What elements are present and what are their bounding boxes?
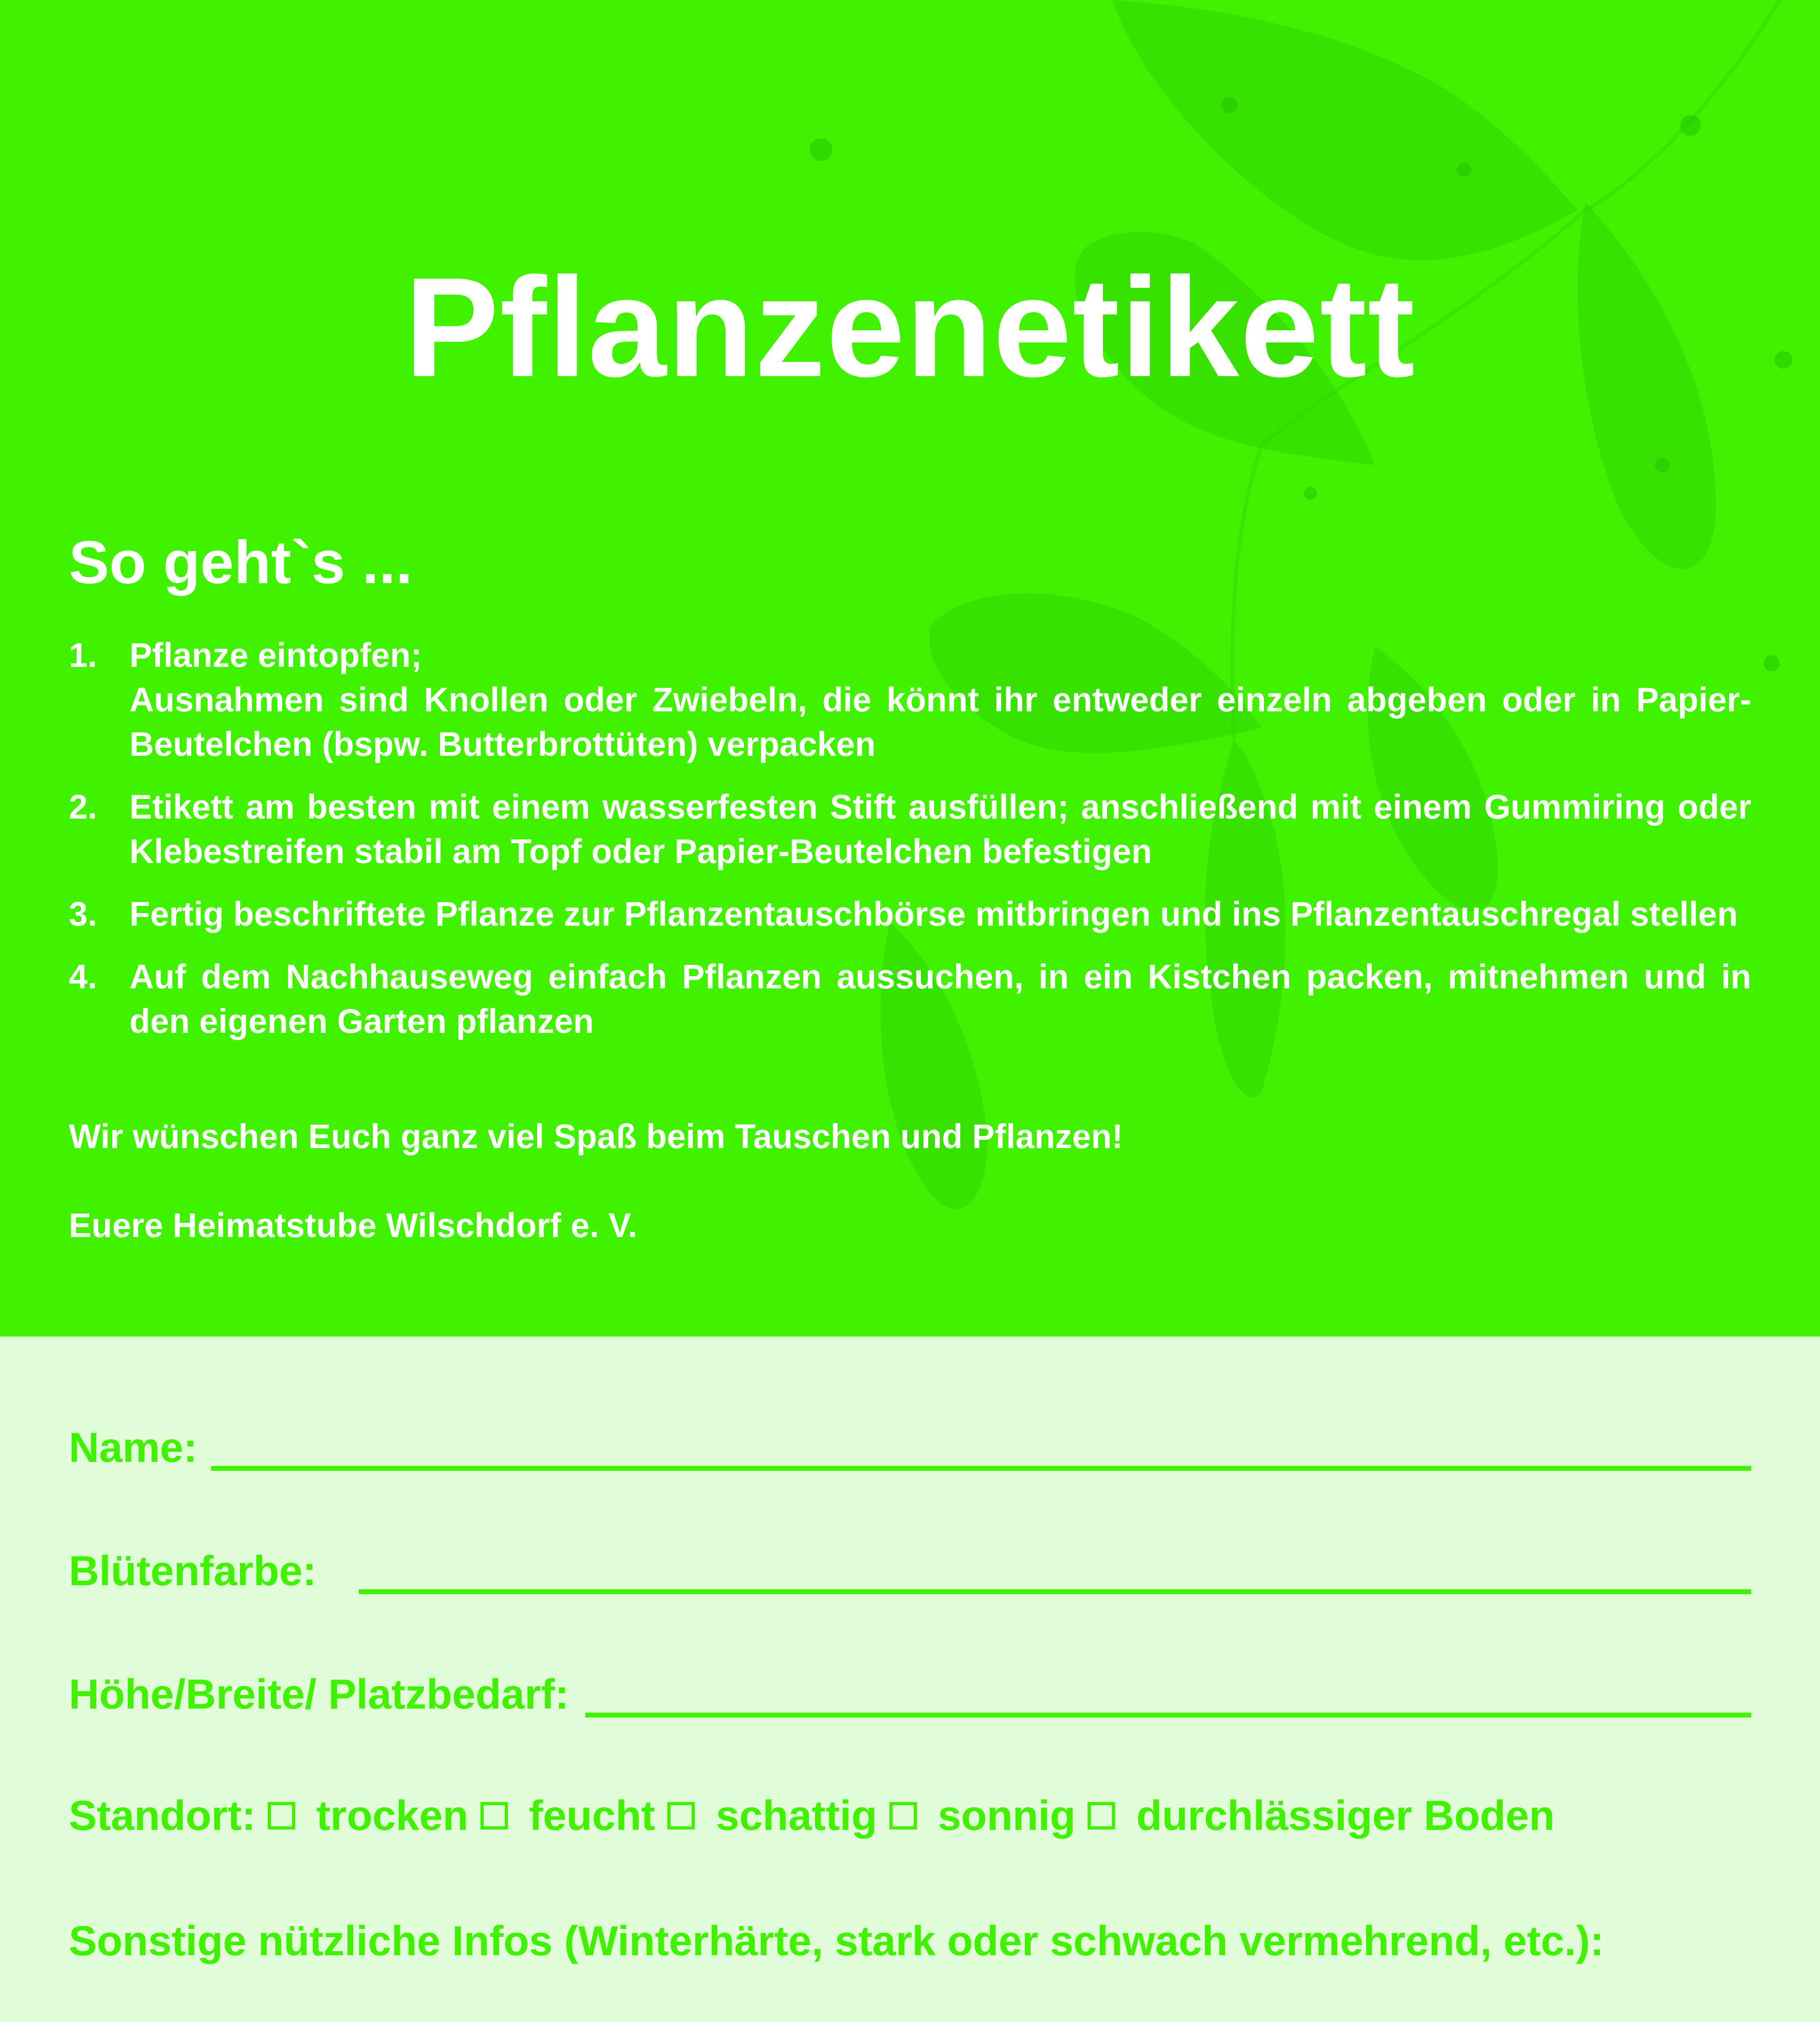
name-label: Name: bbox=[69, 1424, 197, 1471]
checkbox[interactable] bbox=[667, 1802, 695, 1830]
instruction-step bbox=[69, 892, 1751, 936]
instructions-heading: So geht`s ... bbox=[69, 528, 413, 596]
step-number: 3. bbox=[69, 895, 97, 933]
flower-color-field[interactable] bbox=[69, 1541, 1751, 1597]
instruction-step bbox=[69, 785, 1751, 874]
step-number: 2. bbox=[69, 788, 97, 826]
step-text: Pflanze eintopfen; bbox=[129, 636, 422, 674]
size-write-line[interactable] bbox=[585, 1713, 1751, 1717]
closing-wish: Wir wünschen Euch ganz viel Spaß beim Tauschen und Pflanzen! bbox=[69, 1117, 1123, 1155]
other-info-label: Sonstige nützliche Infos (Winterhärte, stark oder schwach vermehrend, etc.): bbox=[69, 1918, 1604, 1965]
instruction-step bbox=[69, 954, 1751, 1043]
step-text: Etikett am besten mit einem wasserfesten Stift ausfüllen; anschließend mit einem Gummiring oder Klebestreifen stabil am Topf oder Papier-Beutelchen befestigen bbox=[129, 788, 1751, 870]
location-label: Standort: bbox=[69, 1792, 256, 1839]
step-number: 4. bbox=[69, 958, 97, 996]
step-text: Ausnahmen sind Knollen oder Zwiebeln, die könnt ihr entweder einzeln abgeben oder in Papier-Beutelchen (bspw. Butterbrottüten) verpacken bbox=[129, 681, 1751, 763]
checkbox[interactable] bbox=[1088, 1802, 1115, 1830]
other-info-field bbox=[69, 1911, 1751, 1967]
location-field bbox=[69, 1787, 1751, 1844]
location-option-sunny[interactable]: sonnig bbox=[877, 1789, 1076, 1842]
location-option-dry[interactable]: trocken bbox=[256, 1789, 468, 1842]
location-option-shady[interactable]: schattig bbox=[655, 1789, 877, 1842]
location-option-permeable-soil[interactable]: durchlässiger Boden bbox=[1075, 1789, 1554, 1842]
page-title: Pflanzenetikett bbox=[404, 248, 1416, 406]
step-number: 1. bbox=[69, 636, 97, 674]
instruction-step bbox=[69, 633, 1751, 766]
location-option-moist[interactable]: feucht bbox=[468, 1789, 655, 1842]
checkbox[interactable] bbox=[268, 1802, 295, 1830]
checkbox[interactable] bbox=[889, 1802, 917, 1830]
size-field[interactable] bbox=[69, 1664, 1751, 1721]
name-field[interactable] bbox=[69, 1417, 1751, 1474]
flower-color-label: Blütenfarbe: bbox=[69, 1548, 317, 1595]
checkbox[interactable] bbox=[480, 1802, 508, 1830]
size-label: Höhe/Breite/ Platzbedarf: bbox=[69, 1671, 569, 1718]
name-write-line[interactable] bbox=[211, 1466, 1751, 1471]
flower-color-write-line[interactable] bbox=[359, 1589, 1751, 1594]
step-text: Auf dem Nachhauseweg einfach Pflanzen aussuchen, in ein Kistchen packen, mitnehmen und in den eigenen Garten pflanzen bbox=[129, 958, 1751, 1040]
instruction-list bbox=[69, 633, 1751, 1062]
step-text: Fertig beschriftete Pflanze zur Pflanzentauschbörse mitbringen und ins Pflanzentauschregal stellen bbox=[129, 895, 1738, 933]
signature: Euere Heimatstube Wilschdorf e. V. bbox=[69, 1206, 637, 1244]
